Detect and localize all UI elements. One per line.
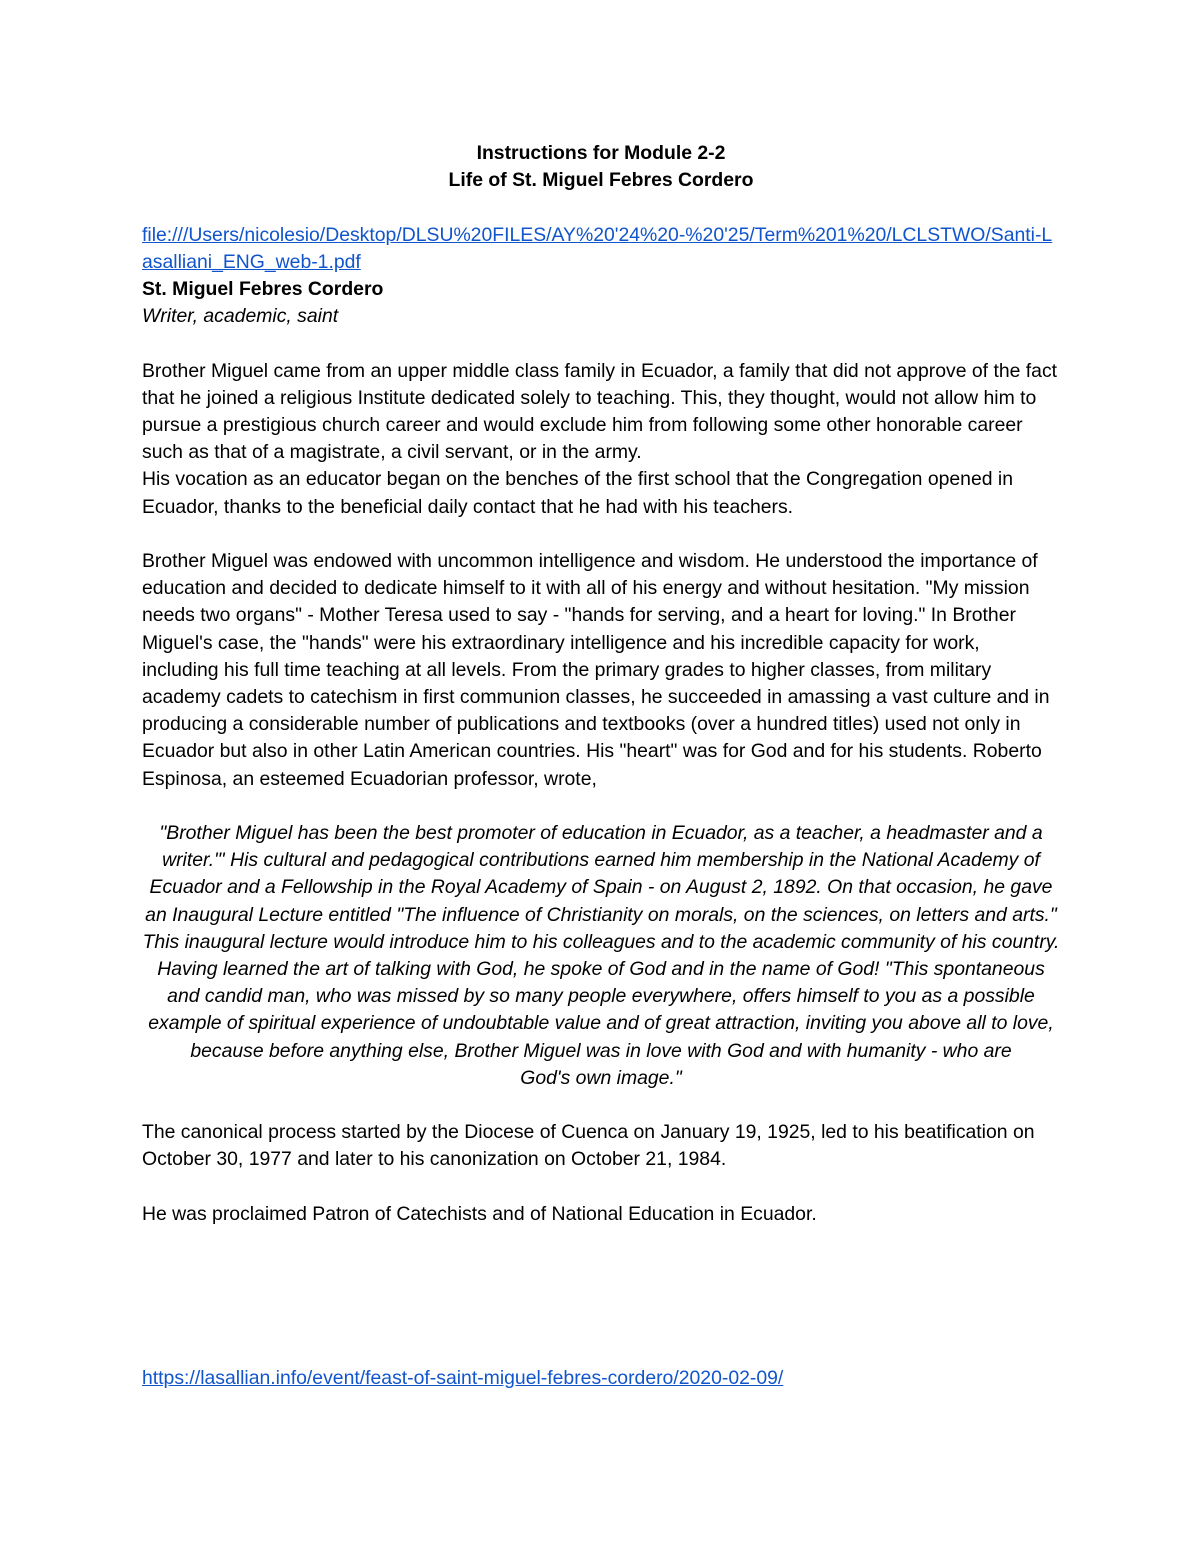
spacer [142, 1092, 1060, 1119]
paragraph-patron: He was proclaimed Patron of Catechists and of National Education in Ecuador. [142, 1202, 817, 1225]
spacer [142, 1174, 1060, 1201]
file-link[interactable]: file:///Users/nicolesio/Desktop/DLSU%20FILES/AY%20'24%20-%20'25/Term%201%20/LCLSTWO/Santi-Lasalliani_ENG_web-1.pdf [142, 223, 1053, 273]
spacer [142, 793, 1060, 820]
subject-roles: Writer, academic, saint [142, 305, 339, 328]
document-title-line2: Life of St. Miguel Febres Cordero [448, 169, 754, 192]
subject-name: St. Miguel Febres Cordero [142, 278, 384, 300]
paragraph-family: Brother Miguel came from an upper middle class family in Ecuador, a family that did not approve of the fact that he joined a religious Institute dedicated solely to teaching. This, they thought, would not allow him to pursue a prestigious church career and would exclude him from following some other honorable career such as that of a magistrate, a civil servant, or in the army. [142, 359, 1058, 464]
quote-end: God's own image." [520, 1066, 682, 1089]
paragraph-intelligence: Brother Miguel was endowed with uncommon intelligence and wisdom. He understood the importance of education and decided to dedicate himself to it with all of his energy and without hesitation. "My mission needs two organs" - Mother Teresa used to say - "hands for serving, and a heart for loving." In Brother Miguel's case, the "hands" were his extraordinary intelligence and his incredible capacity for work, including his full time teaching at all levels. From the primary grades to higher classes, from military academy cadets to catechism in first communion classes, he succeeded in amassing a vast culture and in producing a considerable number of publications and textbooks (over a hundred titles) used not only in Ecuador but also in other Latin American countries. His "heart" was for God and for his students. Roberto Espinosa, an esteemed Ecuadorian professor, wrote, [142, 550, 1050, 790]
quote-block: "Brother Miguel has been the best promoter of education in Ecuador, as a teacher, a headmaster and a writer."' His cultural and pedagogical contributions earned him membership in the National Academy of Ecuador and a Fellowship in the Royal Academy of Spain - on August 2, 1892. On that occasion, he gave an Inaugural Lecture entitled "The influence of Christianity on morals, on the sciences, on letters and arts." This inaugural lecture would introduce him to his colleagues and to the academic community of his country. Having learned the art of talking with God, he spoke of God and in the name of God! "This spontaneous and candid man, who was missed by so many people everywhere, offers himself to you as a possible example of spiritual experience of undoubtable value and of great attraction, inviting you above all to love, because before anything else, Brother Miguel was in love with God and with humanity - who are [142, 822, 1060, 1062]
spacer [142, 330, 1060, 357]
spacer [142, 521, 1060, 548]
paragraph-canonization: The canonical process started by the Diocese of Cuenca on January 19, 1925, led to his beatification on October 30, 1977 and later to his canonization on October 21, 1984. [142, 1121, 1035, 1171]
lasallian-link[interactable]: https://lasallian.info/event/feast-of-saint-miguel-febres-cordero/2020-02-09/ [142, 1367, 784, 1389]
paragraph-vocation: His vocation as an educator began on the benches of the first school that the Congregation opened in Ecuador, thanks to the beneficial daily contact that he had with his teachers. [142, 468, 1014, 518]
spacer [142, 194, 1060, 221]
document-body [142, 140, 1060, 1228]
document-title-line1: Instructions for Module 2-2 [476, 142, 726, 164]
